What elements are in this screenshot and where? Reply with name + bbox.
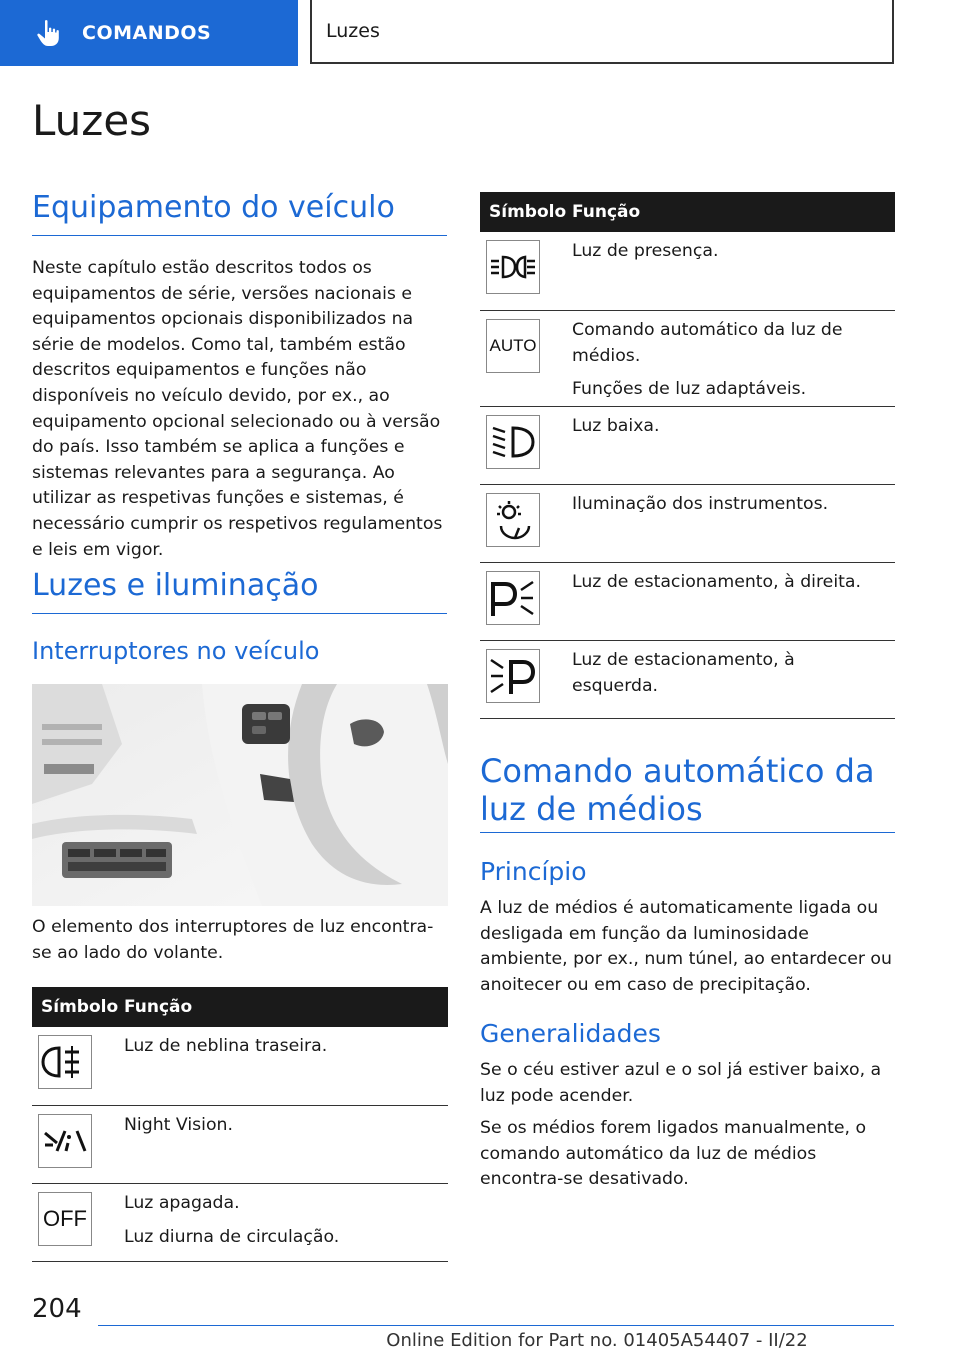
function-text: Luz de presença. [572,241,719,261]
table-row [480,485,895,563]
general-paragraph-1: Se o céu estiver azul e o sol já estiver baixo, a luz pode acender. [480,1060,882,1106]
table-row [480,407,895,485]
heading-lights: Luzes e iluminação [32,568,319,603]
function-text: Luz diurna de circulação. [124,1226,340,1247]
function-text: Luz apagada. [124,1193,240,1213]
symbol-table-right [480,192,895,719]
rear-fog-light-icon [38,1035,92,1089]
section-tab [0,0,298,66]
dashboard-photo [32,684,448,906]
page-header [0,0,960,66]
subheading-switches: Interruptores no veículo [32,637,320,665]
function-text: Luz de estacionamento, à direita. [572,572,861,592]
subsection-tab [310,0,894,64]
table-row [480,232,895,311]
function-text: Night Vision. [124,1115,233,1135]
edition-note: Online Edition for Part no. 01405A54407 - II/22 [386,1330,808,1351]
subsection-tab-label: Luzes [326,20,380,42]
table-row [480,641,895,719]
function-text: Comando automático da luz de médios. [572,320,843,366]
parking-right-icon [486,571,540,625]
section-tab-label: COMANDOS [82,22,212,44]
table-row [32,1184,448,1262]
table-header-symbol: Símbolo [489,202,567,222]
table-row [480,563,895,641]
parking-left-icon [486,649,540,703]
night-vision-icon [38,1114,92,1168]
equipment-paragraph: Neste capítulo estão descritos todos os equipamentos de série, versões nacionais e equipamentos opcionais disponibilizados na série de modelos. Como tal, também estão descritos equipamentos e funções não disponíveis no veículo devido, por ex., ao equipamento opcional selecionado ou à versão do país. Isso também se aplica a funções e sistemas relevantes para a segurança. Ao utilizar as respetivas funções e sistemas, é necessário cumprir os respetivos regulamentos e leis em vigor. [32,258,443,560]
heading-rule [32,235,447,236]
function-text: Luz de estacionamento, à esquerda. [572,650,795,696]
subheading-principle: Princípio [480,857,587,886]
table-row [480,311,895,407]
function-text: Iluminação dos instrumentos. [572,494,829,514]
table-header-symbol: Símbolo [41,997,119,1017]
table-header-function: Função [124,997,193,1017]
heading-rule [32,613,447,614]
subheading-general: Generalidades [480,1019,661,1048]
table-header [480,192,895,232]
page-title: Luzes [32,96,152,145]
instrument-lighting-icon [486,493,540,547]
heading-equipment: Equipamento do veículo [32,190,395,225]
hand-pointer-icon [36,19,62,47]
table-row [32,1027,448,1106]
off-icon: OFF [38,1192,92,1246]
general-paragraph-2: Se os médios forem ligados manualmente, o comando automático da luz de médios encontra-se desativado. [480,1118,867,1190]
low-beam-icon [486,415,540,469]
page-number: 204 [32,1294,82,1324]
table-header [32,987,448,1027]
parking-light-icon [486,240,540,294]
function-text: Luz baixa. [572,416,660,436]
table-row [32,1106,448,1184]
switches-caption: O elemento dos interruptores de luz encontra-se ao lado do volante. [32,917,434,963]
symbol-table-left [32,987,448,1262]
footer-rule [98,1325,894,1326]
function-text: Funções de luz adaptáveis. [572,379,807,400]
heading-auto-low-beam: Comando automático da luz de médios [480,752,875,828]
auto-icon: AUTO [486,319,540,373]
table-header-function: Função [572,202,641,222]
heading-rule [480,832,895,833]
principle-paragraph: A luz de médios é automaticamente ligada ou desligada em função da luminosidade ambiente, por ex., num túnel, ao entardecer ou anoitecer ou em caso de precipitação. [480,898,892,995]
function-text: Luz de neblina traseira. [124,1036,328,1056]
